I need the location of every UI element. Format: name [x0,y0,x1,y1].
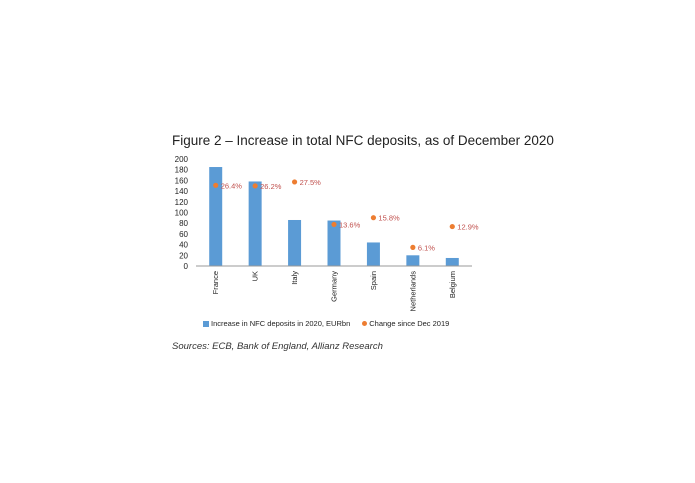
y-tick-label: 40 [179,240,188,250]
change-label: 27.5% [299,177,321,187]
category-label: UK [250,271,260,282]
bar-netherlands [406,255,419,266]
figure-title: Figure 2 – Increase in total NFC deposits, as of December 2020 [172,133,554,148]
category-label: Belgium [447,271,457,299]
y-tick-label: 180 [174,165,188,175]
legend-bar-label: Increase in NFC deposits in 2020, EURbn [211,319,351,328]
change-dot-spain [371,215,376,220]
category-label: France [211,271,221,295]
change-label: 26.4% [220,181,242,191]
change-dot-uk [253,183,258,188]
y-tick-label: 200 [174,155,188,164]
y-tick-label: 120 [174,197,188,207]
change-dot-france [213,183,218,188]
change-dot-italy [292,179,297,184]
legend-bar-swatch [203,321,209,327]
bar-belgium [446,258,459,266]
y-tick-label: 60 [179,229,188,239]
legend-dot-label: Change since Dec 2019 [369,319,450,328]
category-label: Italy [290,271,300,285]
change-label: 13.6% [339,220,361,230]
y-tick-label: 80 [179,219,188,229]
change-dot-netherlands [410,245,415,250]
bar-spain [367,242,380,266]
change-label: 26.2% [260,181,282,191]
change-label: 6.1% [417,243,435,253]
source-note: Sources: ECB, Bank of England, Allianz Research [172,341,383,352]
category-label: Spain [368,271,378,291]
change-label: 15.8% [378,213,400,223]
category-label: Germany [329,271,339,302]
y-tick-label: 140 [174,187,188,197]
category-label: Netherlands [408,271,418,312]
change-dot-belgium [450,224,455,229]
chart-legend [203,319,449,328]
change-label: 12.9% [457,222,479,232]
bar-italy [288,220,301,266]
bar-uk [249,181,262,266]
y-tick-label: 20 [179,251,188,261]
change-dot-germany [331,222,336,227]
y-tick-label: 0 [183,262,188,271]
y-tick-label: 100 [174,208,188,218]
legend-dot-swatch [362,321,367,326]
y-tick-label: 160 [174,176,188,186]
